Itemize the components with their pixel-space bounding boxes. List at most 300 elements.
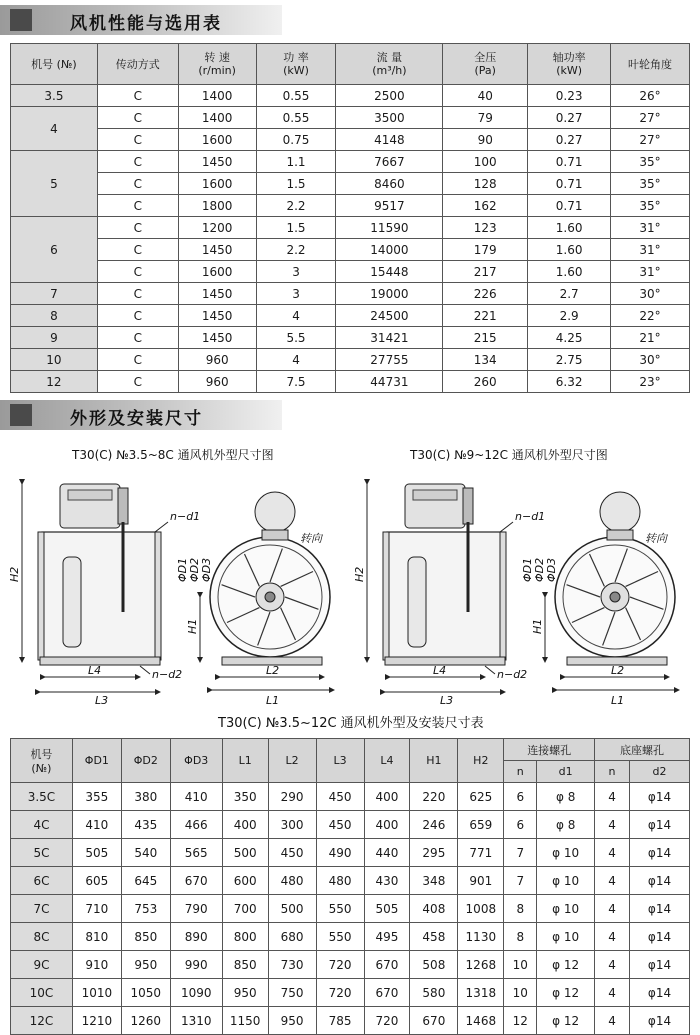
cell-base-n: 4 — [595, 951, 630, 979]
col-model: 机号 (№) — [11, 44, 98, 85]
cell-power: 0.55 — [256, 85, 336, 107]
cell-H2: 1130 — [458, 923, 504, 951]
section-header-dimensions — [0, 400, 282, 430]
col-drive: 传动方式 — [97, 44, 178, 85]
cell-shaft-power: 0.71 — [528, 151, 611, 173]
cell-D1: 1210 — [72, 1007, 121, 1035]
cell-conn-n: 10 — [504, 979, 537, 1007]
diagram-title-left: T30(C) №3.5~8C 通风机外型尺寸图 — [72, 448, 274, 462]
cell-L4: 495 — [364, 923, 410, 951]
cell-base-d2: φ14 — [630, 783, 690, 811]
cell-D3: 890 — [170, 923, 222, 951]
cell-pressure: 162 — [443, 195, 528, 217]
table-row — [11, 239, 690, 261]
dimension-label-nd2: n−d2 — [152, 668, 183, 681]
cell-D3: 990 — [170, 951, 222, 979]
dimension-label-H1: H1 — [531, 618, 544, 634]
table-row — [11, 173, 690, 195]
cell-shaft-power: 1.60 — [528, 239, 611, 261]
cell-pressure: 79 — [443, 107, 528, 129]
table-row — [11, 217, 690, 239]
cell-base-d2: φ14 — [630, 867, 690, 895]
cell-speed: 1450 — [178, 239, 256, 261]
dimension-label-H2: H2 — [353, 566, 366, 582]
cell-L4: 670 — [364, 979, 410, 1007]
cell-conn-d1: φ 10 — [537, 839, 595, 867]
col-pressure: 全压 (Pa) — [443, 44, 528, 85]
impeller-shaft — [265, 592, 275, 602]
col-conn-d1: d1 — [537, 761, 595, 783]
cell-L4: 440 — [364, 839, 410, 867]
cell-speed: 1450 — [178, 305, 256, 327]
cell-D2: 850 — [121, 923, 170, 951]
cell-L1: 800 — [222, 923, 268, 951]
col-H2: H2 — [458, 739, 504, 783]
cell-power: 0.55 — [256, 107, 336, 129]
cell-L1: 700 — [222, 895, 268, 923]
cell-shaft-power: 1.60 — [528, 261, 611, 283]
cell-conn-d1: φ 12 — [537, 979, 595, 1007]
section-title: 外形及安装尺寸 — [70, 409, 203, 429]
table-row — [11, 1007, 690, 1035]
leader-nd2 — [140, 666, 150, 674]
cell-conn-n: 7 — [504, 867, 537, 895]
table-row — [11, 979, 690, 1007]
dimension-label-D1: ΦD1 — [521, 557, 534, 582]
cell-model: 10 — [11, 349, 98, 371]
cell-base-d2: φ14 — [630, 923, 690, 951]
cell-power: 7.5 — [256, 371, 336, 393]
section-marker — [10, 9, 32, 31]
cell-L4: 430 — [364, 867, 410, 895]
col-L4: L4 — [364, 739, 410, 783]
cell-pressure: 215 — [443, 327, 528, 349]
cell-H2: 1318 — [458, 979, 504, 1007]
dimension-label-L4: L4 — [88, 664, 102, 677]
header-row — [11, 739, 690, 761]
cell-speed: 1450 — [178, 283, 256, 305]
cell-flow: 27755 — [336, 349, 443, 371]
dimension-label-L2: L2 — [266, 664, 280, 677]
cell-drive: C — [97, 129, 178, 151]
cell-model: 5C — [11, 839, 73, 867]
cell-shaft-power: 1.60 — [528, 217, 611, 239]
table-row — [11, 327, 690, 349]
dimension-label-L1: L1 — [266, 694, 280, 707]
cell-conn-n: 8 — [504, 895, 537, 923]
cell-conn-d1: φ 8 — [537, 783, 595, 811]
cell-shaft-power: 0.27 — [528, 107, 611, 129]
cell-flow: 24500 — [336, 305, 443, 327]
cell-H1: 220 — [410, 783, 458, 811]
cell-base-d2: φ14 — [630, 895, 690, 923]
motor-mount — [607, 530, 633, 540]
cell-L4: 670 — [364, 951, 410, 979]
cell-L2: 750 — [268, 979, 316, 1007]
cell-power: 3 — [256, 261, 336, 283]
dimension-label-D2: ΦD2 — [188, 557, 201, 582]
cell-conn-d1: φ 8 — [537, 811, 595, 839]
dimension-label-H1: H1 — [186, 618, 199, 634]
cell-shaft-power: 0.23 — [528, 85, 611, 107]
table-row — [11, 867, 690, 895]
performance-table — [10, 43, 690, 393]
dimension-label-rotation: 转向 — [645, 532, 667, 545]
cell-power: 2.2 — [256, 239, 336, 261]
motor-mount — [262, 530, 288, 540]
cell-base-d2: φ14 — [630, 1007, 690, 1035]
cell-flow: 4148 — [336, 129, 443, 151]
col-model: 机号 (№) — [11, 739, 73, 783]
cell-D1: 910 — [72, 951, 121, 979]
cell-D2: 540 — [121, 839, 170, 867]
cell-speed: 1400 — [178, 85, 256, 107]
dim-table-caption: T30(C) №3.5~12C 通风机外型及安装尺寸表 — [218, 716, 484, 731]
performance-table-body — [11, 85, 690, 393]
dimension-label-nd1: n−d1 — [170, 510, 201, 523]
cell-L2: 950 — [268, 1007, 316, 1035]
dimension-label-rotation: 转向 — [300, 532, 322, 545]
cell-conn-d1: φ 10 — [537, 895, 595, 923]
cell-D3: 670 — [170, 867, 222, 895]
casing-flange-left — [38, 532, 44, 660]
cell-L3: 450 — [316, 783, 364, 811]
cell-model: 5 — [11, 151, 98, 217]
cell-D3: 1310 — [170, 1007, 222, 1035]
cell-shaft-power: 2.9 — [528, 305, 611, 327]
cell-H1: 246 — [410, 811, 458, 839]
leader-nd1 — [155, 522, 168, 532]
cell-conn-n: 6 — [504, 783, 537, 811]
cell-shaft-power: 2.7 — [528, 283, 611, 305]
cell-speed: 1400 — [178, 107, 256, 129]
diagram-title-right: T30(C) №9~12C 通风机外型尺寸图 — [410, 448, 608, 462]
cell-base-n: 4 — [595, 839, 630, 867]
table-row — [11, 951, 690, 979]
cell-blade-angle: 30° — [611, 349, 690, 371]
cell-speed: 1800 — [178, 195, 256, 217]
cell-conn-d1: φ 12 — [537, 1007, 595, 1035]
cell-blade-angle: 26° — [611, 85, 690, 107]
cell-speed: 1450 — [178, 151, 256, 173]
cell-L1: 500 — [222, 839, 268, 867]
cell-flow: 15448 — [336, 261, 443, 283]
col-H1: H1 — [410, 739, 458, 783]
cell-blade-angle: 35° — [611, 173, 690, 195]
fan-casing — [42, 532, 157, 660]
cell-D2: 753 — [121, 895, 170, 923]
cell-H2: 659 — [458, 811, 504, 839]
cell-flow: 14000 — [336, 239, 443, 261]
cell-base-d2: φ14 — [630, 839, 690, 867]
cell-L3: 550 — [316, 895, 364, 923]
cell-power: 1.5 — [256, 173, 336, 195]
cell-D1: 505 — [72, 839, 121, 867]
cell-model: 3.5 — [11, 85, 98, 107]
cell-D1: 1010 — [72, 979, 121, 1007]
cell-L1: 600 — [222, 867, 268, 895]
cell-model: 6 — [11, 217, 98, 283]
cell-base-n: 4 — [595, 923, 630, 951]
cell-drive: C — [97, 85, 178, 107]
cell-L4: 400 — [364, 811, 410, 839]
cell-blade-angle: 21° — [611, 327, 690, 349]
cell-shaft-power: 6.32 — [528, 371, 611, 393]
cell-L2: 500 — [268, 895, 316, 923]
cell-H1: 508 — [410, 951, 458, 979]
cell-D1: 710 — [72, 895, 121, 923]
cell-flow: 31421 — [336, 327, 443, 349]
cell-drive: C — [97, 173, 178, 195]
cell-D3: 565 — [170, 839, 222, 867]
cell-blade-angle: 27° — [611, 107, 690, 129]
dimension-label-nd1: n−d1 — [515, 510, 546, 523]
cell-H2: 625 — [458, 783, 504, 811]
cell-D1: 355 — [72, 783, 121, 811]
cell-pressure: 90 — [443, 129, 528, 151]
cell-L4: 400 — [364, 783, 410, 811]
cell-model: 8C — [11, 923, 73, 951]
cell-H2: 1468 — [458, 1007, 504, 1035]
cell-blade-angle: 31° — [611, 261, 690, 283]
cell-model: 7C — [11, 895, 73, 923]
cell-D3: 790 — [170, 895, 222, 923]
cell-model: 9 — [11, 327, 98, 349]
cell-power: 0.75 — [256, 129, 336, 151]
cell-model: 3.5C — [11, 783, 73, 811]
cell-L2: 480 — [268, 867, 316, 895]
col-base-d2: d2 — [630, 761, 690, 783]
cell-blade-angle: 22° — [611, 305, 690, 327]
cell-D2: 435 — [121, 811, 170, 839]
cell-D3: 1090 — [170, 979, 222, 1007]
col-base-n: n — [595, 761, 630, 783]
cell-D2: 1260 — [121, 1007, 170, 1035]
cell-D1: 605 — [72, 867, 121, 895]
cell-speed: 1200 — [178, 217, 256, 239]
cell-flow: 8460 — [336, 173, 443, 195]
cell-shaft-power: 2.75 — [528, 349, 611, 371]
cell-model: 4 — [11, 107, 98, 151]
cell-L2: 680 — [268, 923, 316, 951]
cell-blade-angle: 23° — [611, 371, 690, 393]
cell-blade-angle: 31° — [611, 239, 690, 261]
cell-L4: 720 — [364, 1007, 410, 1035]
cell-H1: 408 — [410, 895, 458, 923]
table-row — [11, 349, 690, 371]
motor-terminal-box — [68, 490, 112, 500]
col-D2: ΦD2 — [121, 739, 170, 783]
table-row — [11, 923, 690, 951]
table-row — [11, 85, 690, 107]
col-L1: L1 — [222, 739, 268, 783]
cell-drive: C — [97, 107, 178, 129]
cell-base-n: 4 — [595, 783, 630, 811]
cell-D1: 410 — [72, 811, 121, 839]
table-row — [11, 371, 690, 393]
col-L2: L2 — [268, 739, 316, 783]
cell-D2: 950 — [121, 951, 170, 979]
cell-shaft-power: 0.71 — [528, 195, 611, 217]
casing-flange-right — [155, 532, 161, 660]
cell-H2: 1268 — [458, 951, 504, 979]
cell-base-d2: φ14 — [630, 951, 690, 979]
table-row — [11, 195, 690, 217]
fan-casing — [387, 532, 502, 660]
cell-speed: 1600 — [178, 129, 256, 151]
cell-model: 12C — [11, 1007, 73, 1035]
cell-model: 10C — [11, 979, 73, 1007]
cell-H2: 901 — [458, 867, 504, 895]
pulley — [463, 488, 473, 524]
table-row — [11, 305, 690, 327]
dimension-label-D3: ΦD3 — [545, 557, 558, 582]
dimension-label-D3: ΦD3 — [200, 557, 213, 582]
cell-base-n: 4 — [595, 867, 630, 895]
casing-flange-right — [500, 532, 506, 660]
cell-L2: 300 — [268, 811, 316, 839]
cell-L2: 450 — [268, 839, 316, 867]
cell-model: 8 — [11, 305, 98, 327]
cell-flow: 19000 — [336, 283, 443, 305]
impeller-shaft — [610, 592, 620, 602]
cell-L3: 720 — [316, 951, 364, 979]
cell-L1: 1150 — [222, 1007, 268, 1035]
table-row — [11, 261, 690, 283]
dimension-label-D1: ΦD1 — [176, 557, 189, 582]
cell-conn-n: 6 — [504, 811, 537, 839]
cell-conn-d1: φ 10 — [537, 923, 595, 951]
dimension-label-D2: ΦD2 — [533, 557, 546, 582]
motor-front — [255, 492, 295, 532]
cell-conn-n: 7 — [504, 839, 537, 867]
dimension-table — [10, 738, 690, 1035]
cell-conn-n: 8 — [504, 923, 537, 951]
cell-L2: 290 — [268, 783, 316, 811]
cell-H2: 1008 — [458, 895, 504, 923]
cell-blade-angle: 35° — [611, 195, 690, 217]
cell-flow: 9517 — [336, 195, 443, 217]
cell-speed: 960 — [178, 371, 256, 393]
cell-D2: 1050 — [121, 979, 170, 1007]
cell-L2: 730 — [268, 951, 316, 979]
cell-speed: 1600 — [178, 261, 256, 283]
header-row — [11, 44, 690, 85]
cell-blade-angle: 27° — [611, 129, 690, 151]
table-row — [11, 783, 690, 811]
cell-L1: 850 — [222, 951, 268, 979]
table-row — [11, 811, 690, 839]
cell-conn-d1: φ 12 — [537, 951, 595, 979]
dimension-label-L1: L1 — [611, 694, 625, 707]
cell-base-n: 4 — [595, 1007, 630, 1035]
col-speed: 转 速 (r/min) — [178, 44, 256, 85]
cell-pressure: 100 — [443, 151, 528, 173]
cell-drive: C — [97, 327, 178, 349]
dimension-label-nd2: n−d2 — [497, 668, 528, 681]
cell-pressure: 226 — [443, 283, 528, 305]
motor-terminal-box — [413, 490, 457, 500]
cell-D3: 466 — [170, 811, 222, 839]
cell-model: 6C — [11, 867, 73, 895]
cell-power: 2.2 — [256, 195, 336, 217]
cell-drive: C — [97, 261, 178, 283]
cell-flow: 44731 — [336, 371, 443, 393]
cell-H1: 670 — [410, 1007, 458, 1035]
cell-flow: 11590 — [336, 217, 443, 239]
cell-power: 1.5 — [256, 217, 336, 239]
dimension-label-L4: L4 — [433, 664, 447, 677]
cell-speed: 1450 — [178, 327, 256, 349]
cell-conn-n: 10 — [504, 951, 537, 979]
cell-pressure: 134 — [443, 349, 528, 371]
cell-conn-n: 12 — [504, 1007, 537, 1035]
cell-drive: C — [97, 195, 178, 217]
leader-nd1 — [500, 522, 513, 532]
cell-shaft-power: 0.27 — [528, 129, 611, 151]
cell-H1: 295 — [410, 839, 458, 867]
cell-L3: 490 — [316, 839, 364, 867]
leader-nd2 — [485, 666, 495, 674]
cell-H1: 458 — [410, 923, 458, 951]
cell-base-n: 4 — [595, 979, 630, 1007]
col-power: 功 率 (kW) — [256, 44, 336, 85]
cell-L1: 400 — [222, 811, 268, 839]
impeller-blade-side — [63, 557, 81, 647]
table-row — [11, 839, 690, 867]
cell-pressure: 128 — [443, 173, 528, 195]
cell-drive: C — [97, 217, 178, 239]
cell-H2: 771 — [458, 839, 504, 867]
cell-drive: C — [97, 239, 178, 261]
table-row — [11, 151, 690, 173]
cell-power: 4 — [256, 305, 336, 327]
cell-L1: 350 — [222, 783, 268, 811]
cell-L3: 785 — [316, 1007, 364, 1035]
cell-pressure: 40 — [443, 85, 528, 107]
col-conn-n: n — [504, 761, 537, 783]
cell-base-n: 4 — [595, 811, 630, 839]
cell-D2: 645 — [121, 867, 170, 895]
table-row — [11, 283, 690, 305]
dimension-label-L3: L3 — [440, 694, 454, 707]
cell-L3: 450 — [316, 811, 364, 839]
col-D1: ΦD1 — [72, 739, 121, 783]
fan-drawing-left — [8, 484, 334, 707]
col-base-holes: 底座螺孔 — [595, 739, 690, 761]
fan-drawings — [0, 462, 700, 712]
cell-L3: 720 — [316, 979, 364, 1007]
section-title: 风机性能与选用表 — [70, 14, 222, 34]
section-marker — [10, 404, 32, 426]
col-conn-holes: 连接螺孔 — [504, 739, 595, 761]
col-L3: L3 — [316, 739, 364, 783]
cell-D1: 810 — [72, 923, 121, 951]
col-blade-angle: 叶轮角度 — [611, 44, 690, 85]
cell-drive: C — [97, 349, 178, 371]
impeller-blade-side — [408, 557, 426, 647]
cell-L3: 550 — [316, 923, 364, 951]
motor-front — [600, 492, 640, 532]
cell-blade-angle: 35° — [611, 151, 690, 173]
cell-H1: 580 — [410, 979, 458, 1007]
col-flow: 流 量 (m³/h) — [336, 44, 443, 85]
dimension-table-body — [11, 783, 690, 1035]
cell-power: 5.5 — [256, 327, 336, 349]
cell-pressure: 179 — [443, 239, 528, 261]
cell-drive: C — [97, 371, 178, 393]
cell-power: 1.1 — [256, 151, 336, 173]
